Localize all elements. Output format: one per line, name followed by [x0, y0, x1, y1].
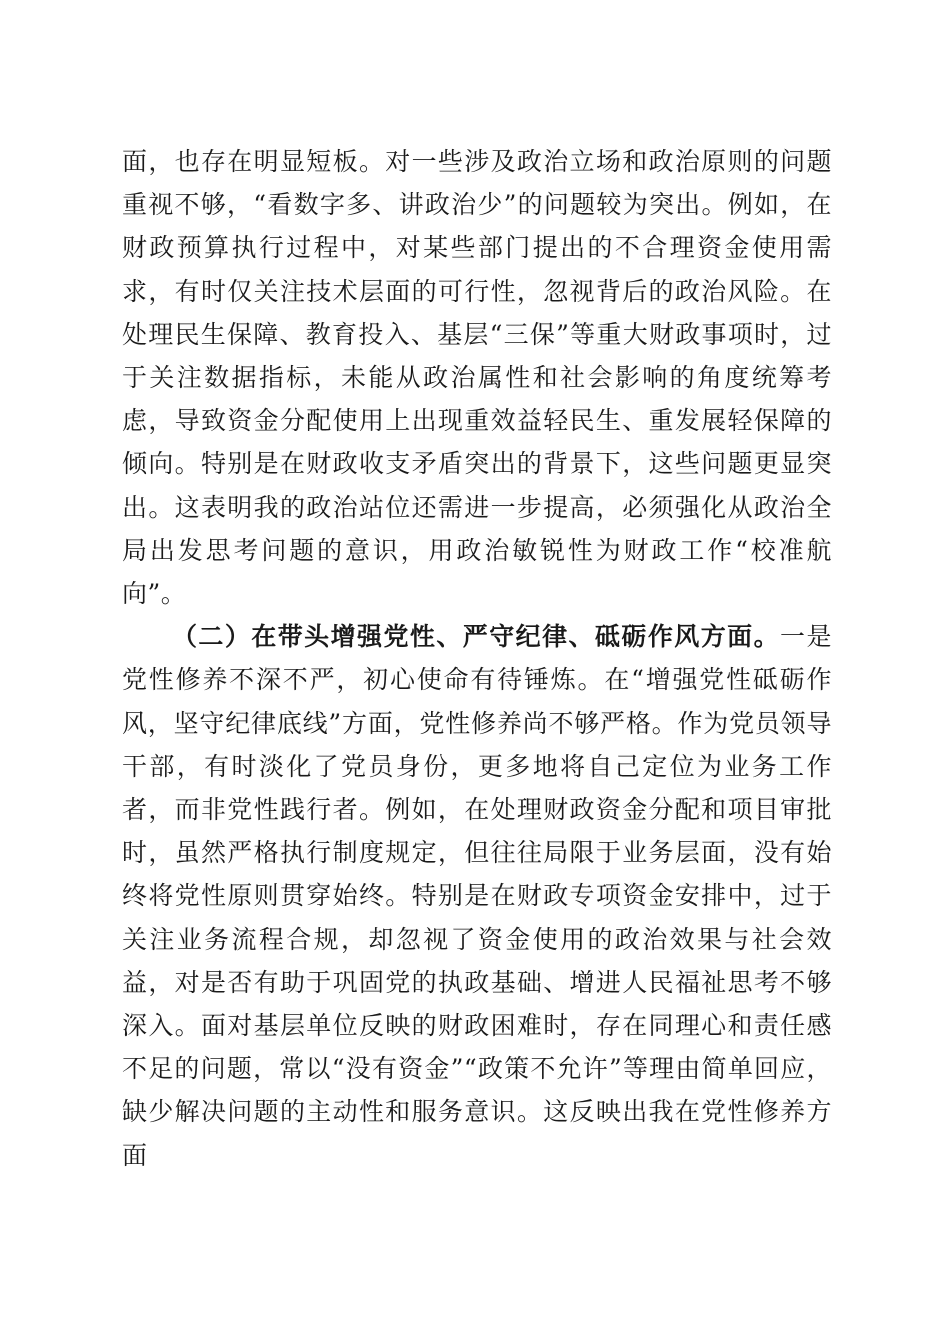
- paragraph-continued: [122, 140, 832, 615]
- paragraph-section-two: [122, 615, 832, 1177]
- section-heading: （二）在带头增强党性、严守纪律、砥砺作风方面。: [172, 622, 781, 652]
- paragraph-text: 面，也存在明显短板。对一些涉及政治立场和政治原则的问题重视不够，“看数字多、讲政治少”的问题较为突出。例如，在财政预算执行过程中，对某些部门提出的不合理资金使用需求，有时仅关注技术层面的可行性，忽视背后的政治风险。在处理民生保障、教育投入、基层“三保”等重大财政事项时，过于关注数据指标，未能从政治属性和社会影响的角度统筹考虑，导致资金分配使用上出现重效益轻民生、重发展轻保障的倾向。特别是在财政收支矛盾突出的背景下，这些问题更显突出。这表明我的政治站位还需进一步提高，必须强化从政治全局出发思考问题的意识，用政治敏锐性为财政工作“校准航向”。: [122, 147, 832, 609]
- paragraph-text: 一是党性修养不深不严，初心使命有待锤炼。在“增强党性砥砺作风，坚守纪律底线”方面，党性修养尚不够严格。作为党员领导干部，有时淡化了党员身份，更多地将自己定位为业务工作者，而非党性践行者。例如，在处理财政资金分配和项目审批时，虽然严格执行制度规定，但往往局限于业务层面，没有始终将党性原则贯穿始终。特别是在财政专项资金安排中，过于关注业务流程合规，却忽视了资金使用的政治效果与社会效益，对是否有助于巩固党的执政基础、增进人民福祉思考不够深入。面对基层单位反映的财政困难时，存在同理心和责任感不足的问题，常以“没有资金”“政策不允许”等理由简单回应，缺少解决问题的主动性和服务意识。这反映出我在党性修养方面: [122, 622, 832, 1170]
- document-body: [122, 140, 832, 1177]
